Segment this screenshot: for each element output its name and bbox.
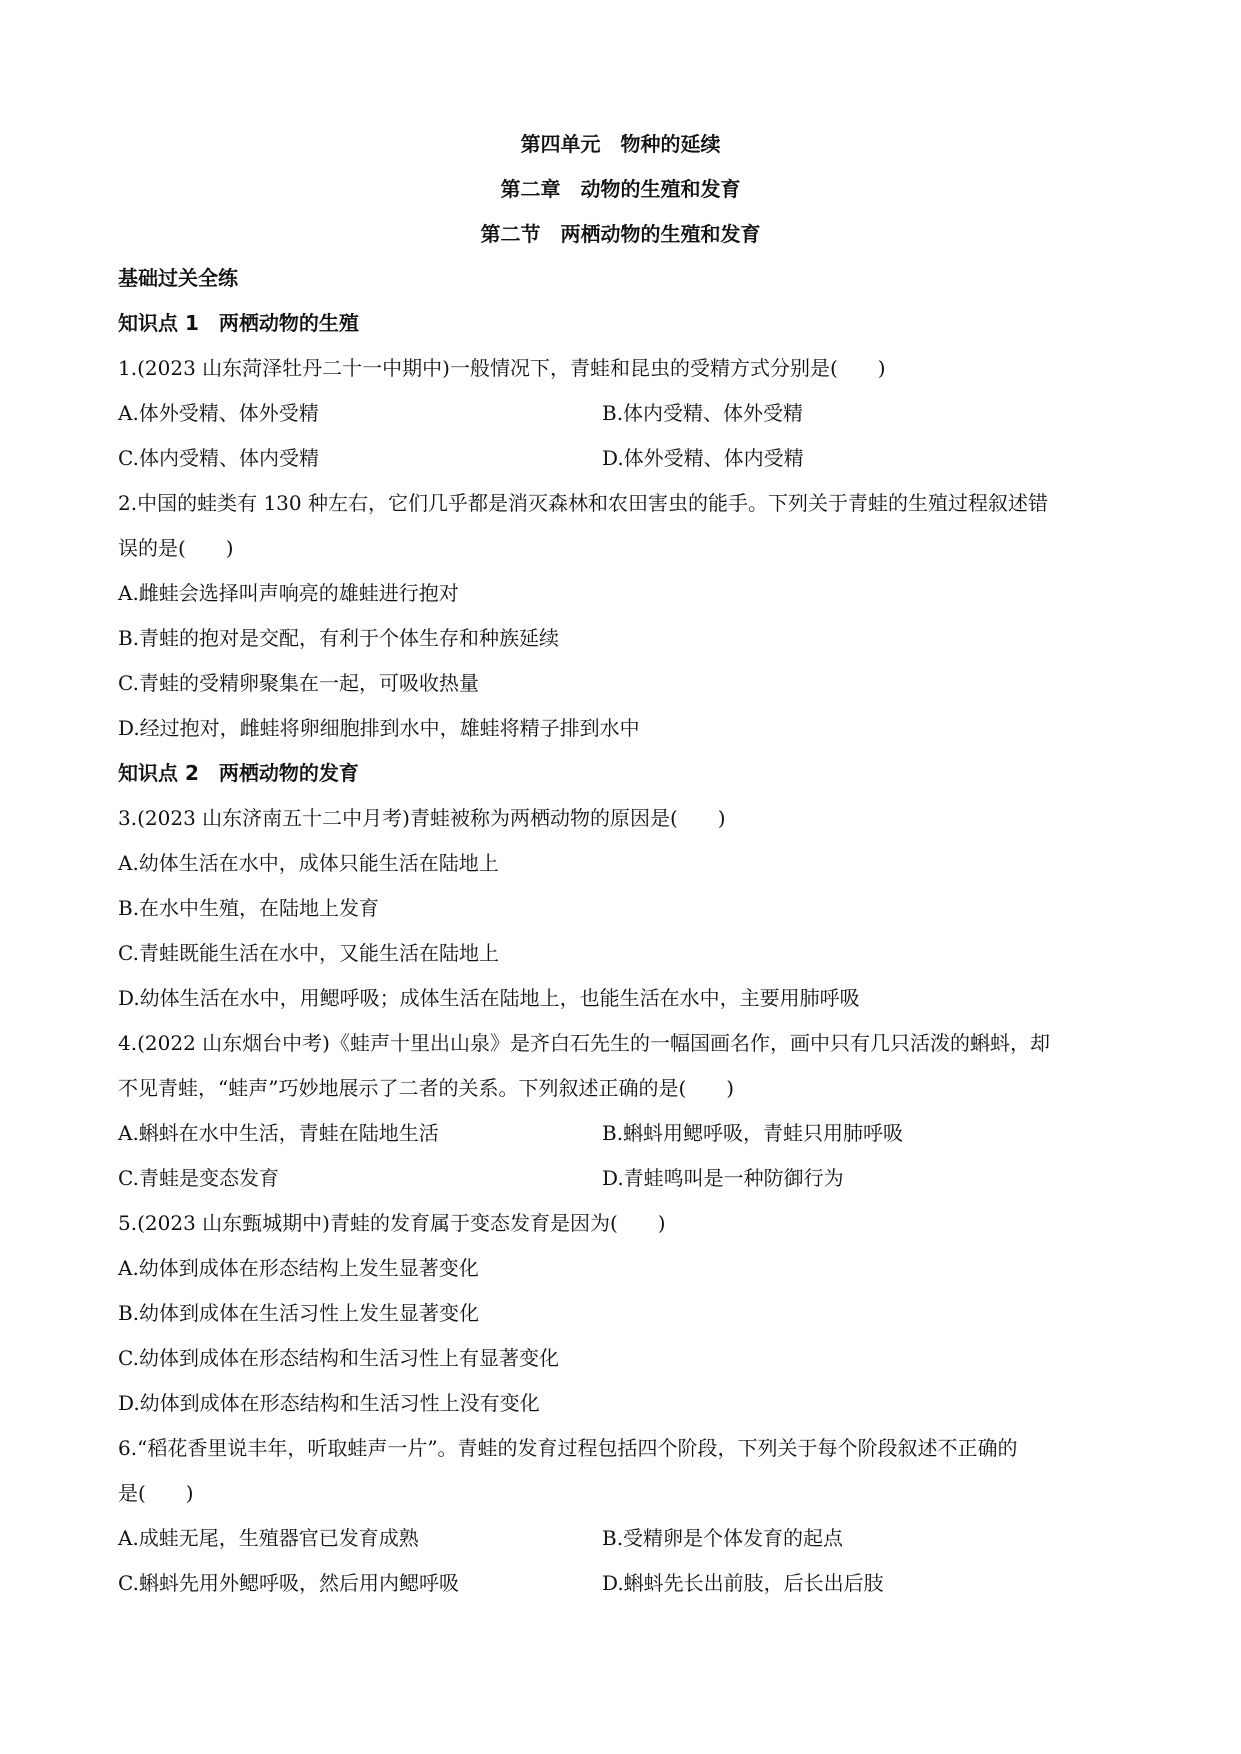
q1-option-b: B.体内受精、体外受精 xyxy=(602,401,804,425)
q3-option-c: C.青蛙既能生活在水中，又能生活在陆地上 xyxy=(118,941,499,965)
knowledge-point-1: 知识点 1 两栖动物的生殖 xyxy=(118,311,359,335)
question-number: 2. xyxy=(118,491,138,515)
question-text: 《蛙声十里出山泉》是齐白石先生的一幅国画名作，画中只有几只活泼的蝌蚪，却 xyxy=(329,1031,1050,1055)
question-3-stem xyxy=(118,804,726,832)
knowledge-point-2: 知识点 2 两栖动物的发育 xyxy=(118,761,359,785)
q1-option-c: C.体内受精、体内受精 xyxy=(118,446,319,470)
q3-option-a: A.幼体生活在水中，成体只能生活在陆地上 xyxy=(118,851,499,875)
question-6-stem xyxy=(118,1434,1018,1462)
question-2-stem xyxy=(118,489,1048,517)
q6-option-b: B.受精卵是个体发育的起点 xyxy=(602,1526,844,1550)
q3-option-b: B.在水中生殖，在陆地上发育 xyxy=(118,896,380,920)
q4-option-a: A.蝌蚪在水中生活，青蛙在陆地生活 xyxy=(118,1121,439,1145)
question-4-stem-cont: 不见青蛙，“蛙声”巧妙地展示了二者的关系。下列叙述正确的是( ) xyxy=(118,1076,735,1100)
question-number: 6. xyxy=(118,1436,138,1460)
question-source: (2023 山东甄城期中) xyxy=(137,1211,330,1235)
q6-option-a: A.成蛙无尾，生殖器官已发育成熟 xyxy=(118,1526,419,1550)
section-title: 第二节 两栖动物的生殖和发育 xyxy=(480,222,761,246)
unit-title: 第四单元 物种的延续 xyxy=(520,132,721,156)
q1-option-d: D.体外受精、体内受精 xyxy=(602,446,804,470)
question-number: 5. xyxy=(118,1211,138,1235)
q5-option-c: C.幼体到成体在形态结构和生活习性上有显著变化 xyxy=(118,1346,559,1370)
question-2-stem-cont: 误的是( ) xyxy=(118,536,234,560)
q2-option-d: D.经过抱对，雌蛙将卵细胞排到水中，雄蛙将精子排到水中 xyxy=(118,716,640,740)
question-4-stem xyxy=(118,1029,1050,1057)
question-text: 中国的蛙类有 130 种左右，它们几乎都是消灭森林和农田害虫的能手。下列关于青蛙的生殖过程叙述错 xyxy=(137,491,1048,515)
q2-option-b: B.青蛙的抱对是交配，有利于个体生存和种族延续 xyxy=(118,626,560,650)
question-number: 1. xyxy=(118,356,138,380)
question-text: 青蛙被称为两栖动物的原因是( ) xyxy=(409,806,726,830)
question-source: (2023 山东济南五十二中月考) xyxy=(137,806,410,830)
q5-option-a: A.幼体到成体在形态结构上发生显著变化 xyxy=(118,1256,479,1280)
q3-option-d: D.幼体生活在水中，用鳃呼吸；成体生活在陆地上，也能生活在水中，主要用肺呼吸 xyxy=(118,986,860,1010)
question-number: 4. xyxy=(118,1031,138,1055)
q4-option-d: D.青蛙鸣叫是一种防御行为 xyxy=(602,1166,844,1190)
question-6-stem-cont: 是( ) xyxy=(118,1481,194,1505)
question-source: (2022 山东烟台中考) xyxy=(137,1031,330,1055)
question-text: 一般情况下，青蛙和昆虫的受精方式分别是( ) xyxy=(449,356,886,380)
q4-option-b: B.蝌蚪用鳃呼吸，青蛙只用肺呼吸 xyxy=(602,1121,904,1145)
chapter-title: 第二章 动物的生殖和发育 xyxy=(500,177,741,201)
question-1-stem xyxy=(118,354,886,382)
q1-option-a: A.体外受精、体外受精 xyxy=(118,401,319,425)
q6-option-d: D.蝌蚪先长出前肢，后长出后肢 xyxy=(602,1571,884,1595)
practice-heading: 基础过关全练 xyxy=(118,266,238,290)
q2-option-c: C.青蛙的受精卵聚集在一起，可吸收热量 xyxy=(118,671,479,695)
question-text: 青蛙的发育属于变态发育是因为( ) xyxy=(329,1211,666,1235)
question-number: 3. xyxy=(118,806,138,830)
q5-option-b: B.幼体到成体在生活习性上发生显著变化 xyxy=(118,1301,480,1325)
question-5-stem xyxy=(118,1209,666,1237)
q6-option-c: C.蝌蚪先用外鳃呼吸，然后用内鳃呼吸 xyxy=(118,1571,459,1595)
q4-option-c: C.青蛙是变态发育 xyxy=(118,1166,279,1190)
question-source: (2023 山东菏泽牡丹二十一中期中) xyxy=(137,356,450,380)
q5-option-d: D.幼体到成体在形态结构和生活习性上没有变化 xyxy=(118,1391,540,1415)
q2-option-a: A.雌蛙会选择叫声响亮的雄蛙进行抱对 xyxy=(118,581,459,605)
question-text: “稻花香里说丰年，听取蛙声一片”。青蛙的发育过程包括四个阶段，下列关于每个阶段叙述不正确的 xyxy=(137,1436,1018,1460)
